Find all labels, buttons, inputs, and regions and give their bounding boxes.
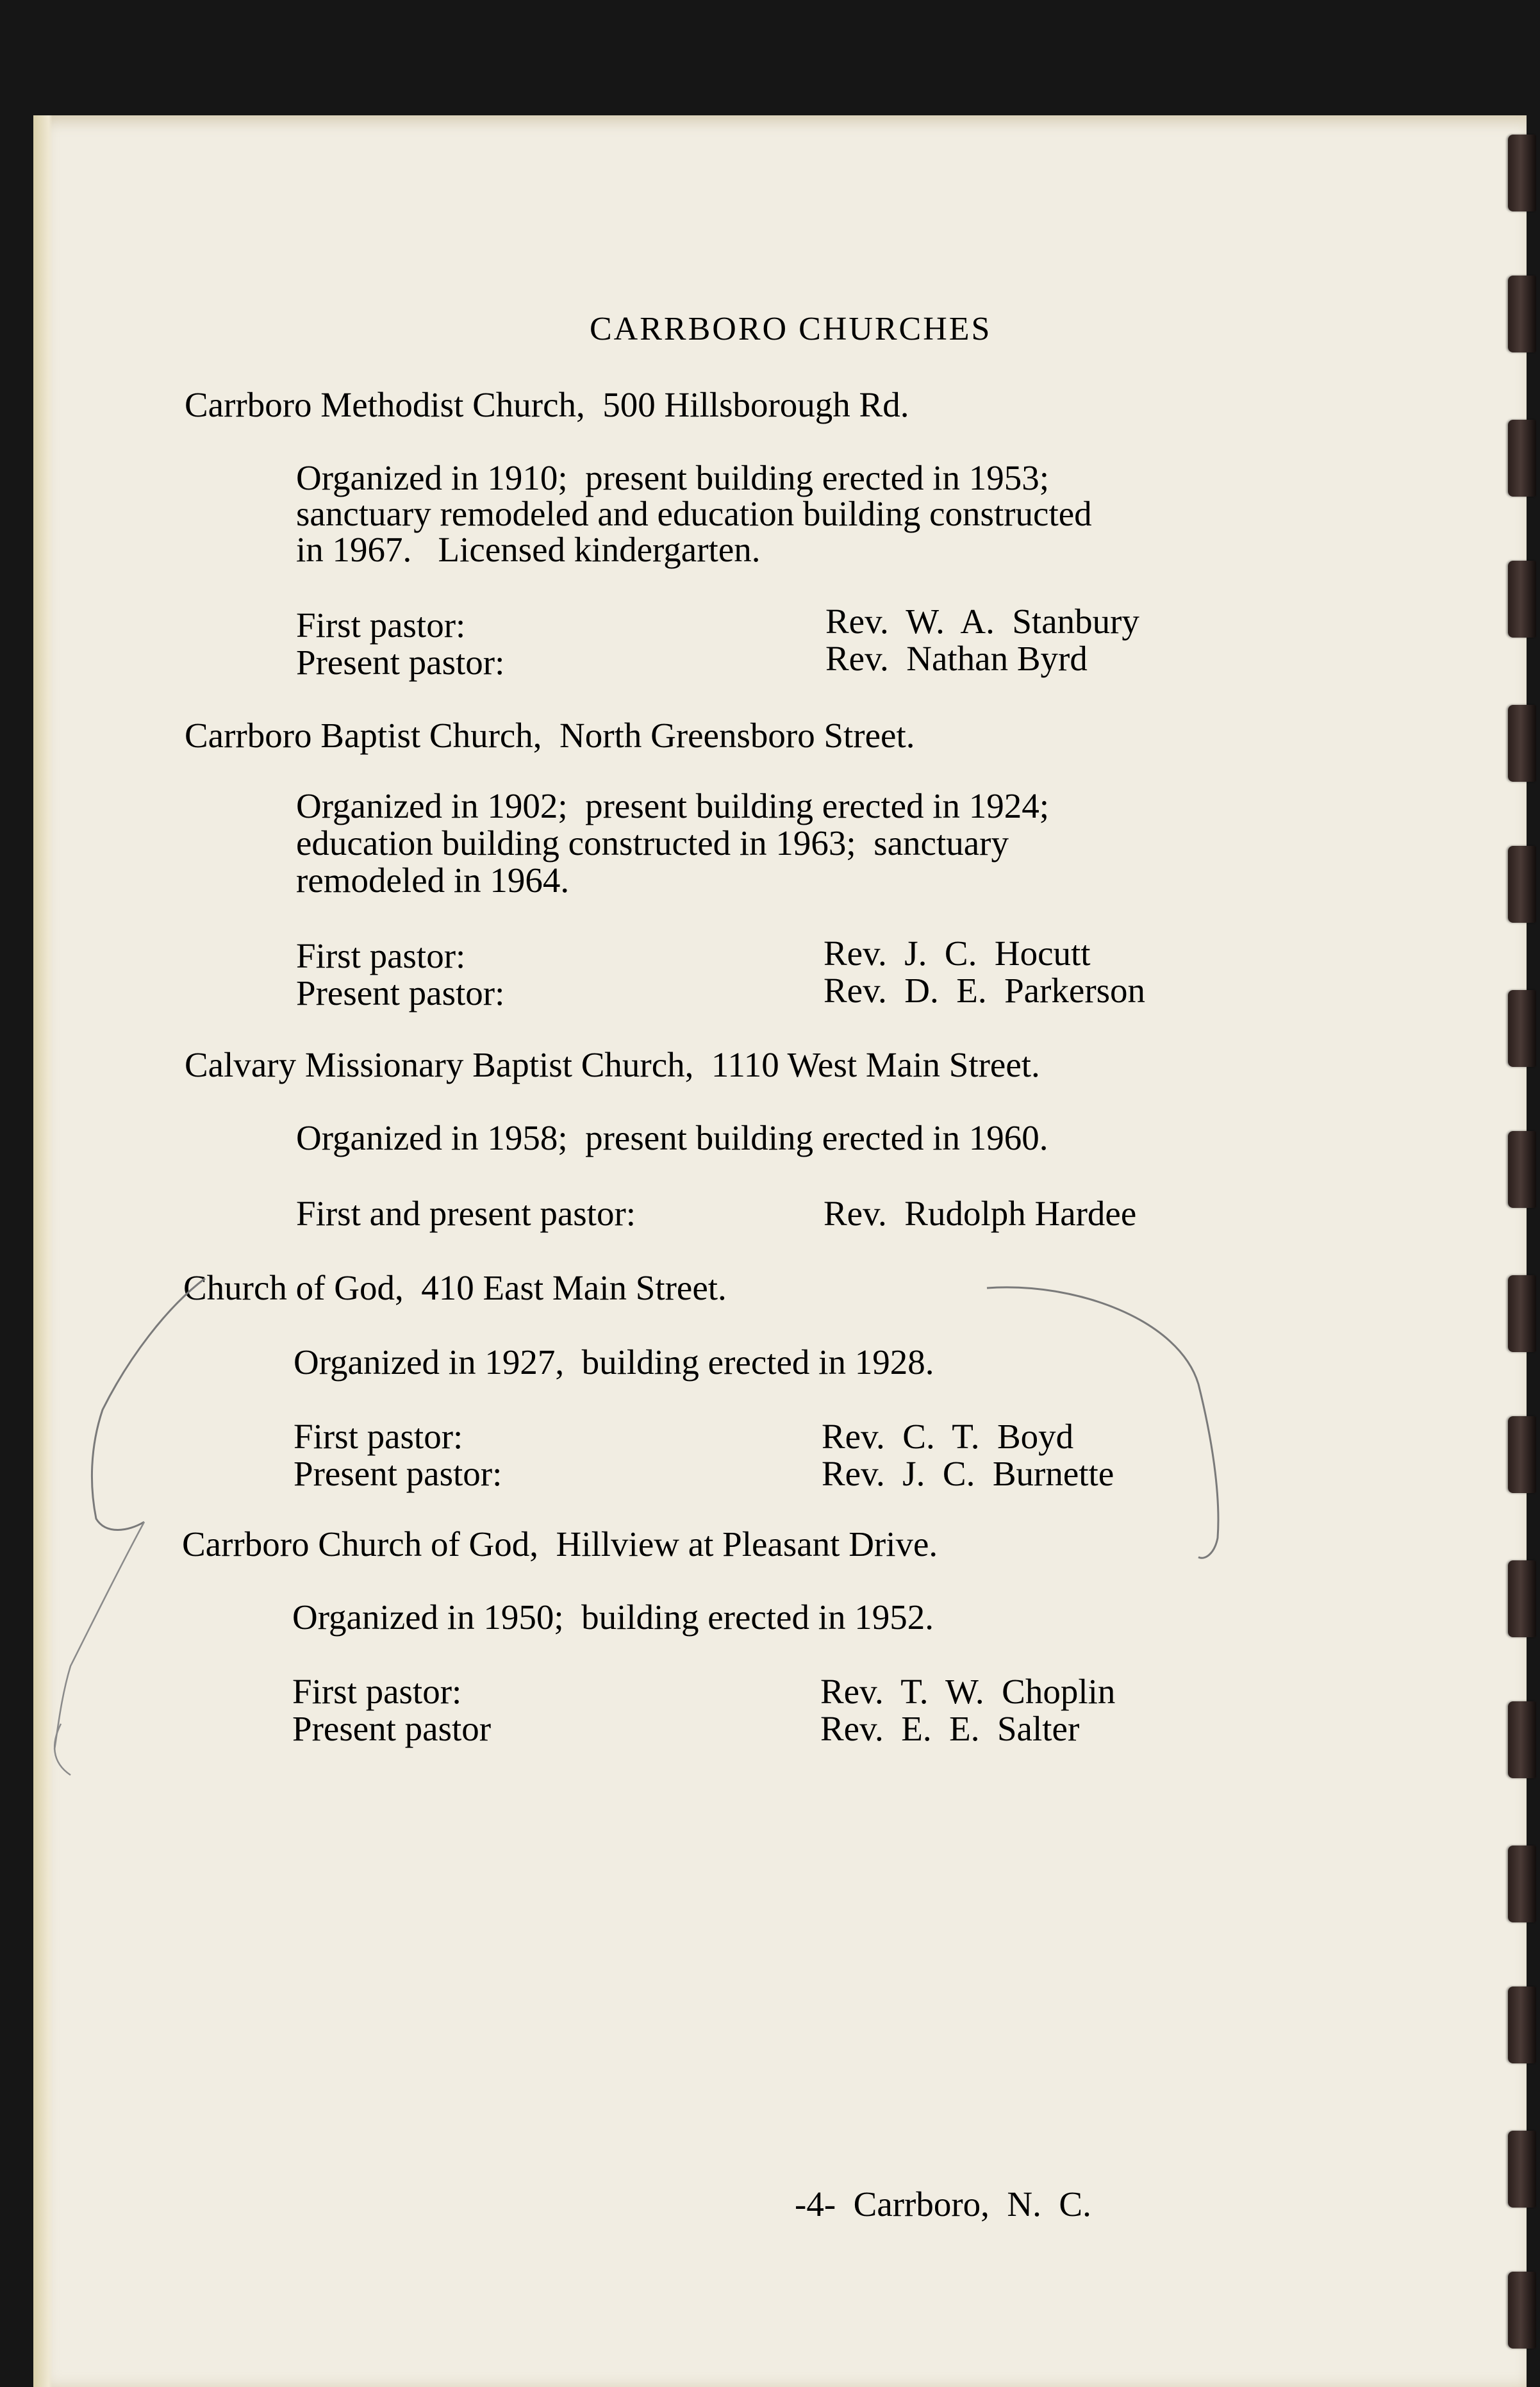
- binding-ring: [1508, 990, 1536, 1067]
- church-heading: Church of God, 410 East Main Street.: [183, 1268, 727, 1307]
- binding-ring: [1508, 420, 1536, 497]
- church-description-line: education building constructed in 1963; sanctuary: [296, 823, 1009, 863]
- pastor-role: Present pastor: [292, 1709, 492, 1748]
- binding-ring: [1508, 2272, 1536, 2349]
- pastor-name: Rev. E. E. Salter: [820, 1709, 1080, 1748]
- binding-ring: [1508, 1131, 1536, 1208]
- pastor-name: Rev. W. A. Stanbury: [825, 602, 1139, 641]
- binding-ring: [1508, 1416, 1536, 1493]
- pastor-name: Rev. J. C. Hocutt: [824, 934, 1091, 973]
- binding-ring: [1508, 1846, 1536, 1922]
- document-page: [33, 115, 1527, 2387]
- pastor-role: First and present pastor:: [296, 1194, 636, 1233]
- pastor-name: Rev. J. C. Burnette: [822, 1454, 1114, 1493]
- church-heading: Carrboro Church of God, Hillview at Pleasant Drive.: [182, 1524, 938, 1564]
- church-description-line: Organized in 1902; present building erected in 1924;: [296, 786, 1050, 825]
- binding-ring: [1508, 135, 1536, 211]
- pastor-role: First pastor:: [294, 1417, 463, 1456]
- pastor-role: Present pastor:: [296, 643, 505, 682]
- church-heading: Calvary Missionary Baptist Church, 1110 West Main Street.: [185, 1045, 1040, 1084]
- pastor-role: First pastor:: [296, 936, 466, 975]
- church-description-line: in 1967. Licensed kindergarten.: [296, 530, 761, 569]
- page-title: CARRBORO CHURCHES: [590, 311, 992, 347]
- page-footer: -4- Carrboro, N. C.: [795, 2185, 1091, 2224]
- pastor-role: Present pastor:: [294, 1454, 502, 1493]
- church-description-line: remodeled in 1964.: [296, 861, 570, 900]
- spiral-binding: [1502, 115, 1540, 2387]
- page-edge: [33, 115, 53, 2387]
- binding-ring: [1508, 1986, 1536, 2063]
- pastor-name: Rev. Rudolph Hardee: [824, 1194, 1137, 1233]
- binding-ring: [1508, 2131, 1536, 2208]
- church-description-line: Organized in 1910; present building erected in 1953;: [296, 458, 1050, 497]
- church-heading: Carrboro Methodist Church, 500 Hillsborough Rd.: [185, 385, 909, 424]
- pastor-role: Present pastor:: [296, 973, 505, 1012]
- binding-ring: [1508, 1275, 1536, 1352]
- binding-ring: [1508, 1560, 1536, 1637]
- binding-ring: [1508, 1701, 1536, 1778]
- pastor-name: Rev. Nathan Byrd: [825, 639, 1088, 678]
- binding-ring: [1508, 276, 1536, 352]
- binding-ring: [1508, 846, 1536, 923]
- church-description-line: Organized in 1958; present building erected in 1960.: [296, 1118, 1048, 1157]
- church-description-line: sanctuary remodeled and education building constructed: [296, 494, 1092, 533]
- pastor-name: Rev. T. W. Choplin: [820, 1672, 1116, 1711]
- pastor-name: Rev. D. E. Parkerson: [824, 971, 1146, 1010]
- church-heading: Carrboro Baptist Church, North Greensboro Street.: [185, 716, 915, 755]
- pastor-role: First pastor:: [292, 1672, 462, 1711]
- pastor-role: First pastor:: [296, 606, 466, 645]
- pastor-name: Rev. C. T. Boyd: [822, 1417, 1074, 1456]
- church-description-line: Organized in 1927, building erected in 1928.: [294, 1342, 934, 1382]
- binding-ring: [1508, 561, 1536, 638]
- church-description-line: Organized in 1950; building erected in 1952.: [292, 1598, 934, 1637]
- binding-ring: [1508, 705, 1536, 782]
